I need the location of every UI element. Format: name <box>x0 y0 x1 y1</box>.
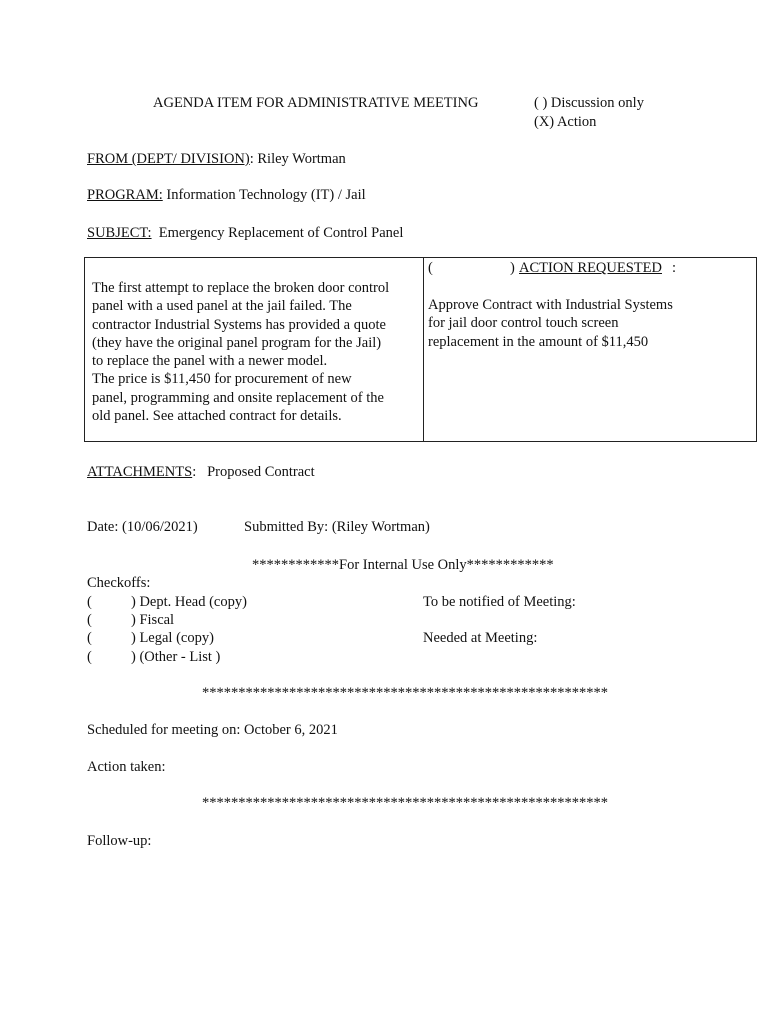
checkoffs-label: Checkoffs: <box>87 575 151 591</box>
discussion-only-option: ( ) Discussion only <box>534 95 644 111</box>
separator-stars: ******************************************************** <box>202 685 608 701</box>
content-box <box>84 257 757 442</box>
separator-stars: ******************************************************** <box>202 795 608 811</box>
action-line: Approve Contract with Industrial Systems <box>428 297 673 313</box>
from-row <box>87 150 346 168</box>
checkoff-open-paren: ( <box>87 612 92 628</box>
description-line: panel with a used panel at the jail failed. The <box>92 298 352 315</box>
action-taken-label: Action taken: <box>87 759 166 775</box>
program-row <box>87 186 366 204</box>
action-requested-label: ACTION REQUESTED <box>519 260 662 276</box>
notified-of-meeting-label: To be notified of Meeting: <box>423 594 576 610</box>
action-option: (X) Action <box>534 114 597 130</box>
attachments-label: ATTACHMENTS <box>87 464 193 480</box>
checkoff-dept-head: ) Dept. Head (copy) <box>131 594 247 610</box>
submitted-by-field: Submitted By: (Riley Wortman) <box>244 519 430 535</box>
program-label: PROGRAM: <box>87 187 163 203</box>
description-line: The first attempt to replace the broken door control <box>92 280 390 296</box>
checkoff-fiscal: ) Fiscal <box>131 612 175 628</box>
description-block <box>92 279 417 425</box>
description-line: contractor Industrial Systems has provided a quote <box>92 316 386 333</box>
agenda-title: AGENDA ITEM FOR ADMINISTRATIVE MEETING <box>153 95 479 111</box>
action-close-paren: ) <box>510 260 515 276</box>
from-value: Riley Wortman <box>253 151 346 167</box>
action-line: for jail door control touch screen <box>428 315 619 332</box>
checkoff-open-paren: ( <box>87 630 92 646</box>
description-line: old panel. See attached contract for details. <box>92 408 342 425</box>
checkoff-other: ) (Other - List ) <box>131 649 221 665</box>
needed-at-meeting-label: Needed at Meeting: <box>423 630 538 646</box>
from-label: FROM (DEPT/ DIVISION) <box>87 151 250 167</box>
subject-label: SUBJECT: <box>87 225 152 241</box>
attachments-value: Proposed Contract <box>196 464 315 480</box>
attachments-separator: : <box>192 464 197 480</box>
subject-row <box>87 224 403 242</box>
checkoff-legal: ) Legal (copy) <box>131 630 214 646</box>
action-requested-header <box>428 259 753 277</box>
date-field: Date: (10/06/2021) <box>87 519 198 535</box>
action-colon: : <box>672 260 677 276</box>
action-requested-text <box>428 296 728 351</box>
action-line: replacement in the amount of $11,450 <box>428 333 649 350</box>
description-line: (they have the original panel program for the Jail) <box>92 334 382 351</box>
description-line: to replace the panel with a newer model. <box>92 353 328 370</box>
checkoff-open-paren: ( <box>87 594 92 610</box>
action-open-paren: ( <box>428 260 433 276</box>
scheduled-for-meeting: Scheduled for meeting on: October 6, 2021 <box>87 722 338 738</box>
internal-use-banner: ************For Internal Use Only************ <box>252 557 554 573</box>
description-line: The price is $11,450 for procurement of new <box>92 371 352 388</box>
follow-up-label: Follow-up: <box>87 833 152 849</box>
from-separator: : <box>249 151 254 167</box>
subject-value: Emergency Replacement of Control Panel <box>151 225 404 241</box>
attachments-row <box>87 463 315 481</box>
program-value: Information Technology (IT) / Jail <box>162 187 366 203</box>
box-divider <box>423 258 424 441</box>
checkoff-open-paren: ( <box>87 649 92 665</box>
description-line: panel, programming and onsite replacement of the <box>92 389 384 406</box>
